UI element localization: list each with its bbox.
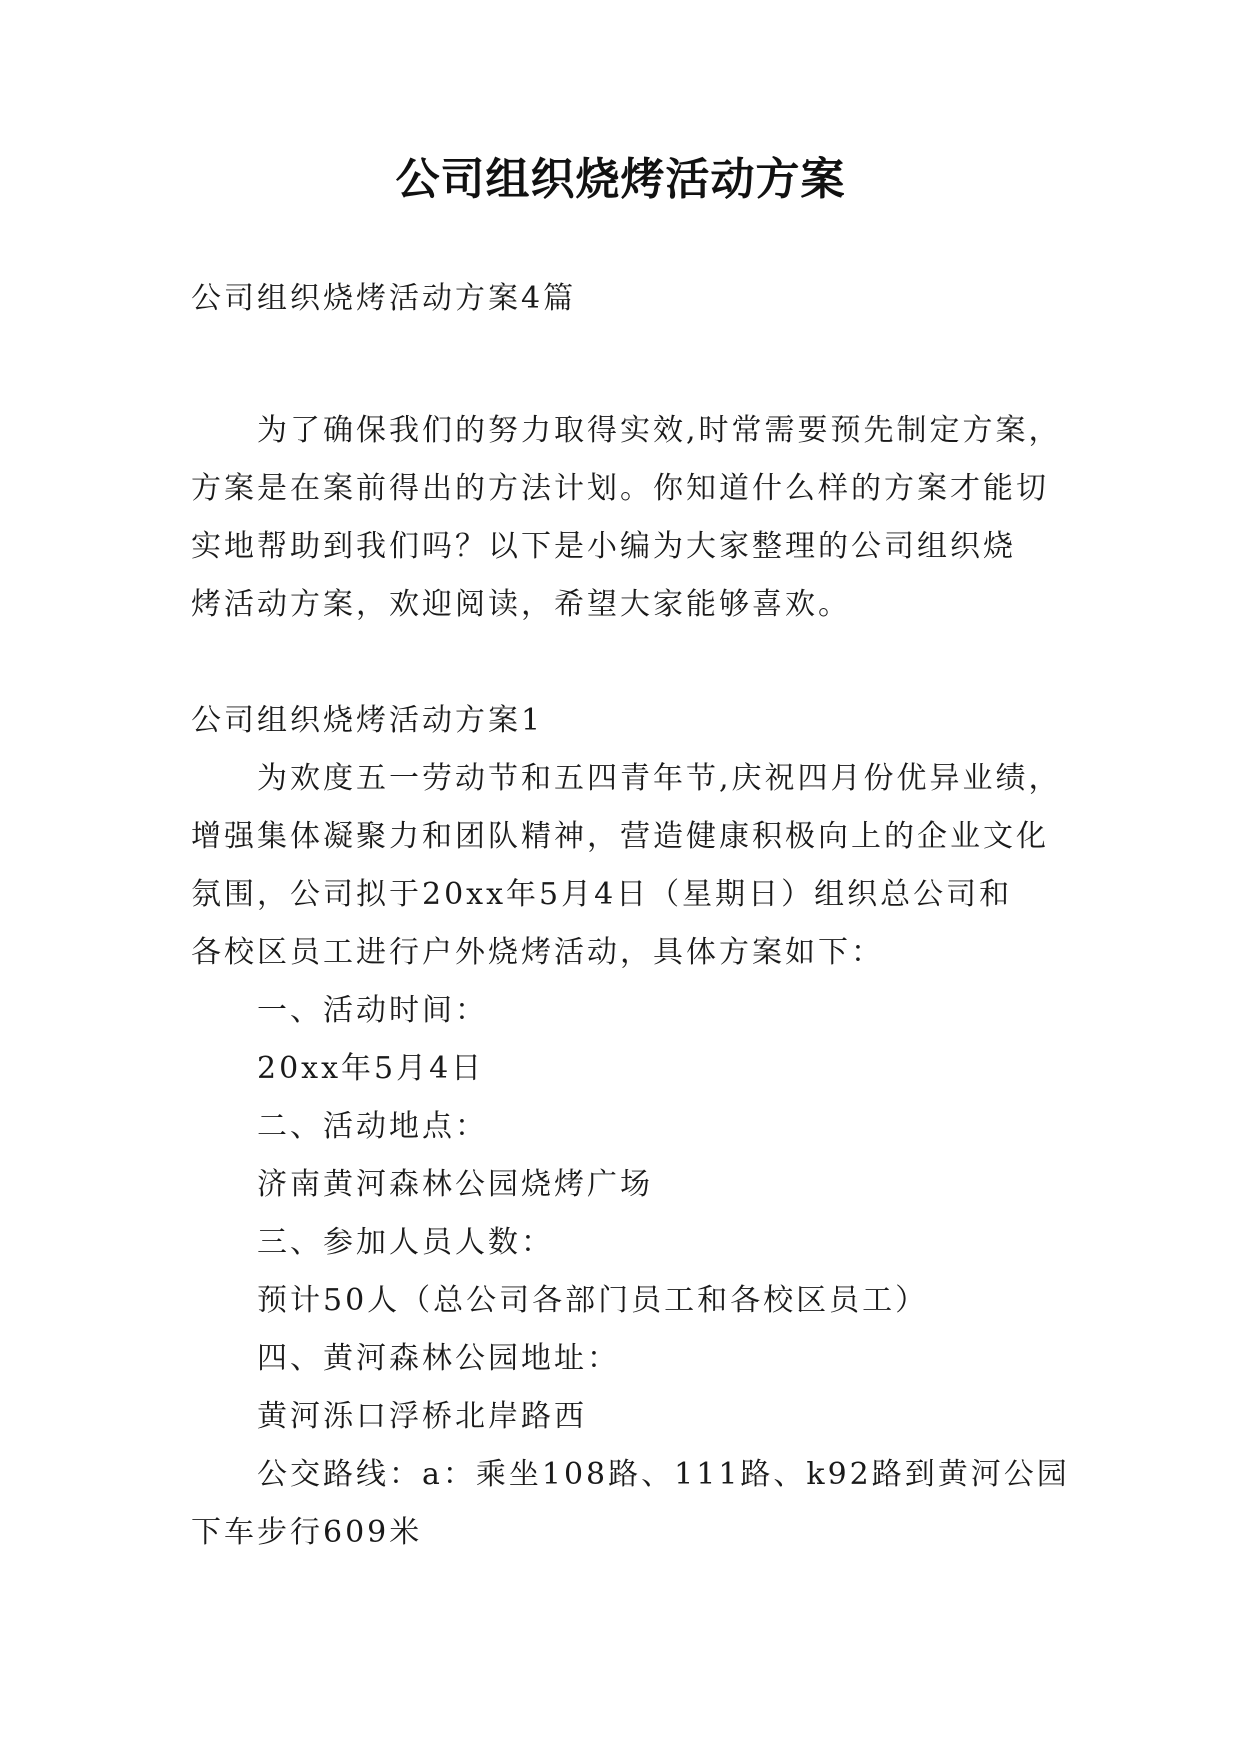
section-1	[191, 692, 1070, 1562]
document-title: 公司组织烧烤活动方案	[395, 154, 846, 205]
section-line: 各校区员工进行户外烧烤活动，具体方案如下：	[191, 935, 884, 970]
section-line: 三、参加人员人数：	[257, 1225, 554, 1260]
section-line: 济南黄河森林公园烧烤广场	[257, 1167, 653, 1202]
document-subtitle-block	[191, 270, 1057, 328]
section-line: 二、活动地点：	[257, 1109, 488, 1144]
intro-line: 方案是在案前得出的方法计划。你知道什么样的方案才能切	[191, 471, 1049, 506]
section-line: 为欢度五一劳动节和五四青年节,庆祝四月份优异业绩，	[257, 761, 1062, 796]
section-line: 一、活动时间：	[257, 993, 488, 1028]
section-line: 预计50人（总公司各部门员工和各校区员工）	[257, 1283, 929, 1318]
document-subtitle: 公司组织烧烤活动方案4篇	[191, 281, 577, 316]
intro-line: 烤活动方案，欢迎阅读，希望大家能够喜欢。	[191, 587, 851, 622]
section-line: 公交路线：a：乘坐108路、111路、k92路到黄河公园	[257, 1457, 1070, 1492]
section-heading: 公司组织烧烤活动方案1	[191, 703, 544, 738]
section-line: 黄河泺口浮桥北岸路西	[257, 1399, 587, 1434]
intro-line: 实地帮助到我们吗？以下是小编为大家整理的公司组织烧	[191, 529, 1016, 564]
section-line: 20xx年5月4日	[257, 1051, 485, 1086]
intro-paragraph	[191, 402, 1062, 634]
intro-line: 为了确保我们的努力取得实效,时常需要预先制定方案，	[257, 413, 1062, 448]
section-line: 氛围，公司拟于20xx年5月4日（星期日）组织总公司和	[191, 877, 1013, 912]
section-line: 增强集体凝聚力和团队精神，营造健康积极向上的企业文化	[191, 819, 1049, 854]
section-line: 四、黄河森林公园地址：	[257, 1341, 620, 1376]
section-line: 下车步行609米	[191, 1515, 423, 1550]
